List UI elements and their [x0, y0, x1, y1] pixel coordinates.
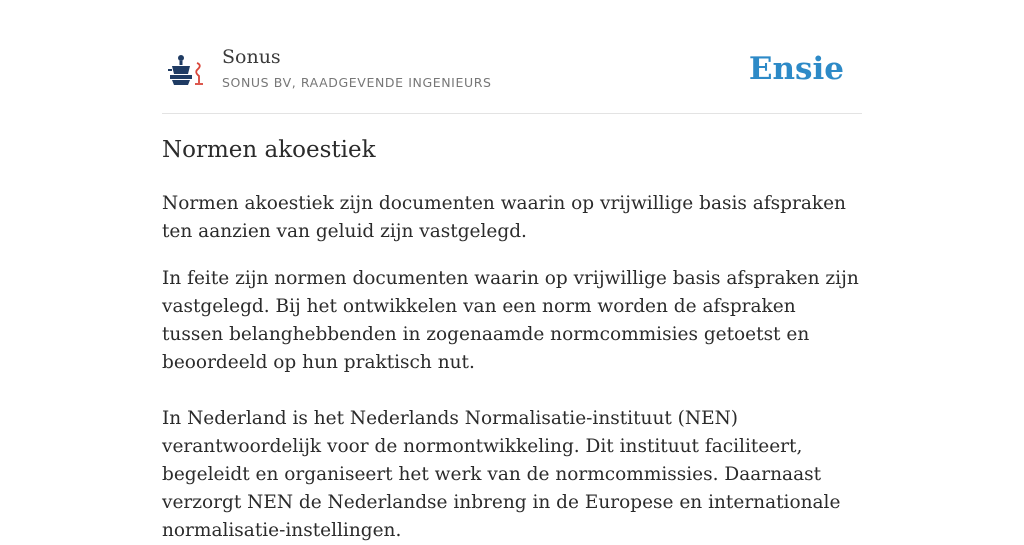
brand-name[interactable]: Sonus: [222, 46, 281, 68]
article-paragraph-1: Normen akoestiek zijn documenten waarin op vrijwillige basis afspraken ten aanzien van geluid zijn vastgelegd.: [162, 193, 846, 242]
sonus-logo-icon[interactable]: [166, 54, 206, 88]
header: [162, 0, 862, 114]
ensie-logo-link[interactable]: Ensie: [748, 51, 844, 87]
brand-subtitle: SONUS BV, RAADGEVENDE INGENIEURS: [222, 75, 492, 90]
article-paragraph-3: In Nederland is het Nederlands Normalisatie-instituut (NEN) verantwoordelijk voor de normontwikkeling. Dit instituut faciliteert, begeleidt en organiseert het werk van de normcommissies. Daarnaast verzorgt NEN de Nederlandse inbreng in de Europese en internationale normalisatie-instellingen.: [162, 408, 841, 541]
content-container: [162, 0, 862, 541]
page-title: Normen akoestiek: [162, 137, 376, 163]
article-paragraph-2: In feite zijn normen documenten waarin op vrijwillige basis afspraken zijn vastgelegd. Bij het ontwikkelen van een norm worden de afspraken tussen belanghebbenden in zogenaamde normcommisies getoetst en beoordeeld op hun praktisch nut.: [162, 268, 859, 373]
